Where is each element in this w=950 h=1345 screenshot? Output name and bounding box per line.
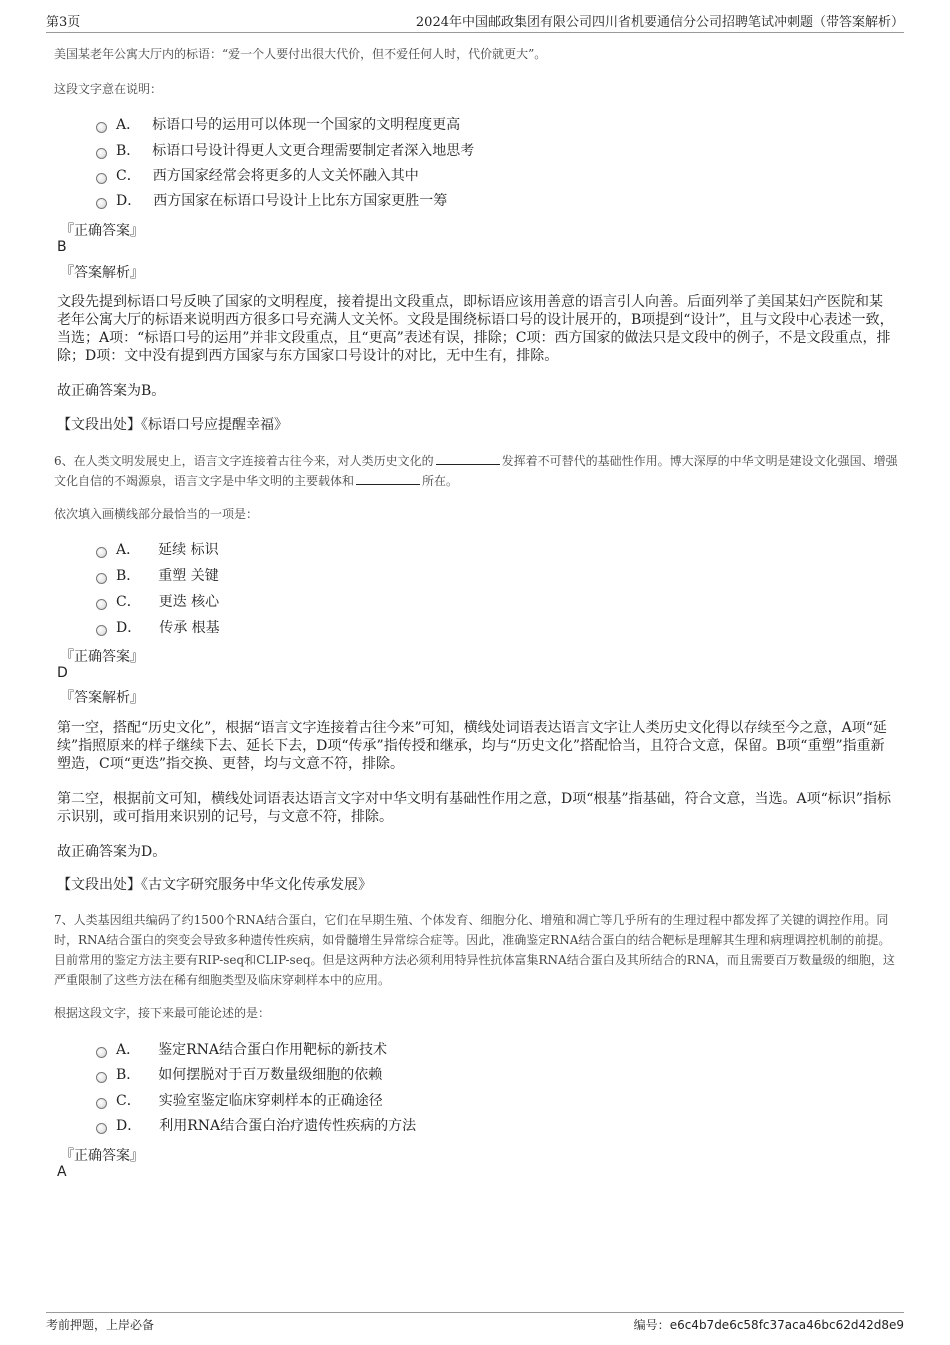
page-header xyxy=(46,14,904,33)
q5-option-c[interactable]: C． 西方国家经常会将更多的人文关怀融入其中 xyxy=(96,167,419,185)
radio-button[interactable] xyxy=(96,599,107,610)
q6-option-c[interactable]: C． 更迭 核心 xyxy=(96,593,219,611)
radio-button[interactable] xyxy=(96,122,107,133)
q5-prompt: 这段文字意在说明： xyxy=(54,82,163,96)
radio-button[interactable] xyxy=(96,173,107,184)
q6-analysis-label: 『答案解析』 xyxy=(60,690,144,706)
radio-button[interactable] xyxy=(96,547,107,558)
q6-option-b[interactable]: B． 重塑 关键 xyxy=(96,567,219,585)
radio-button[interactable] xyxy=(96,198,107,209)
fill-blank-2 xyxy=(356,472,420,485)
q5-analysis-conclusion: 故正确答案为B。 xyxy=(57,383,166,399)
q5-answer: B xyxy=(57,239,67,255)
q6-analysis-paragraph-1: 第一空，搭配“历史文化”，根据“语言文字连接着古往今来”可知，横线处词语表达语言文字让人类历史文化得以存续至今之意，A项“延续”指照原来的样子继续下去、延长下去，D项“传承”指传授和继承，均与“历史文化”搭配恰当，且符合文意，保留。B项“重塑”指重新塑造，C项“更迭”指交换、更替，均与文意不符，排除。 xyxy=(57,720,887,772)
q6-source: 【文段出处】《古文字研究服务中华文化传承发展》 xyxy=(57,877,372,893)
q5-source: 【文段出处】《标语口号应提醒幸福》 xyxy=(57,417,288,433)
document-title: 2024年中国邮政集团有限公司四川省机要通信分公司招聘笔试冲刺题（带答案解析） xyxy=(415,15,904,30)
q6-analysis-conclusion: 故正确答案为D。 xyxy=(57,844,167,860)
q5-option-d[interactable]: D． 西方国家在标语口号设计上比东方国家更胜一筹 xyxy=(96,192,447,210)
q5-stem: 美国某老年公寓大厅内的标语：“爱一个人要付出很大代价，但不爱任何人时，代价就更大”。 xyxy=(54,47,547,61)
q7-option-b[interactable]: B． 如何摆脱对于百万数量级细胞的依赖 xyxy=(96,1066,382,1084)
q7-stem: 7、人类基因组共编码了约1500个RNA结合蛋白，它们在早期生殖、个体发育、细胞分化、增殖和凋亡等几乎所有的生理过程中都发挥了关键的调控作用。同时，RNA结合蛋白的突变会导致多种遗传性疾病，如骨髓增生异常综合症等。因此，准确鉴定RNA结合蛋白的结合靶标是理解其生理和病理调控机制的前提。目前常用的鉴定方法主要有RIP-seq和CLIP-seq。但是这两种方法必须利用特异性抗体富集RNA结合蛋白及其所结合的RNA，而且需要百万数量级的细胞，这严重限制了这些方法在稀有细胞类型及临床穿刺样本中的应用。 xyxy=(54,913,895,987)
q6-option-a[interactable]: A． 延续 标识 xyxy=(96,541,219,559)
q7-option-c[interactable]: C． 实验室鉴定临床穿刺样本的正确途径 xyxy=(96,1092,383,1110)
q7-answer-label: 『正确答案』 xyxy=(60,1148,144,1164)
q7-option-a[interactable]: A． 鉴定RNA结合蛋白作用靶标的新技术 xyxy=(96,1041,387,1059)
radio-button[interactable] xyxy=(96,148,107,159)
q5-option-a[interactable]: A． 标语口号的运用可以体现一个国家的文明程度更高 xyxy=(96,116,460,134)
radio-button[interactable] xyxy=(96,573,107,584)
q5-analysis-paragraph: 文段先提到标语口号反映了国家的文明程度，接着提出文段重点，即标语应该用善意的语言引人向善。后面列举了美国某妇产医院和某老年公寓大厅的标语来说明西方很多口号充满人文关怀。文段是围绕标语口号的设计展开的，B项提到“设计”，且与文段中心表述一致，当选；A项：“标语口号的运用”并非文段重点，且“更高”表述有误，排除；C项：西方国家的做法只是文段中的例子，不是文段重点，排除；D项：文中没有提到西方国家与东方国家口号设计的对比，无中生有，排除。 xyxy=(57,294,894,364)
page-number: 第3页 xyxy=(46,15,81,30)
radio-button[interactable] xyxy=(96,1098,107,1109)
radio-button[interactable] xyxy=(96,1072,107,1083)
page-footer xyxy=(46,1312,904,1335)
document-code: 编号：e6c4b7de6c58fc37aca46bc62d42d8e9 xyxy=(633,1318,904,1332)
q5-option-b[interactable]: B． 标语口号设计得更人文更合理需要制定者深入地思考 xyxy=(96,142,474,160)
q6-answer: D xyxy=(57,665,68,681)
q6-stem: 6、在人类文明发展史上，语言文字连接着古往今来，对人类历史文化的 发挥着不可替代的基础性作用。博大深厚的中华文明是建设文化强国、增强文化自信的不竭源泉，语言文字是中华文明的主要载体和 所在。 xyxy=(54,454,898,488)
q7-answer: A xyxy=(57,1164,67,1180)
q6-prompt: 依次填入画横线部分最恰当的一项是： xyxy=(54,507,259,521)
footer-slogan: 考前押题，上岸必备 xyxy=(46,1318,155,1332)
q5-analysis-label: 『答案解析』 xyxy=(60,265,144,281)
radio-button[interactable] xyxy=(96,625,107,636)
q5-answer-label: 『正确答案』 xyxy=(60,223,144,239)
q7-prompt: 根据这段文字，接下来最可能论述的是： xyxy=(54,1006,271,1020)
q6-answer-label: 『正确答案』 xyxy=(60,649,144,665)
q7-option-d[interactable]: D． 利用RNA结合蛋白治疗遗传性疾病的方法 xyxy=(96,1117,416,1135)
q6-option-d[interactable]: D． 传承 根基 xyxy=(96,619,220,637)
q6-analysis-paragraph-2: 第二空，根据前文可知，横线处词语表达语言文字对中华文明有基础性作用之意，D项“根基”指基础，符合文意，当选。A项“标识”指标示识别，或可指用来识别的记号，与文意不符，排除。 xyxy=(57,791,891,825)
radio-button[interactable] xyxy=(96,1123,107,1134)
fill-blank-1 xyxy=(436,452,500,465)
radio-button[interactable] xyxy=(96,1047,107,1058)
